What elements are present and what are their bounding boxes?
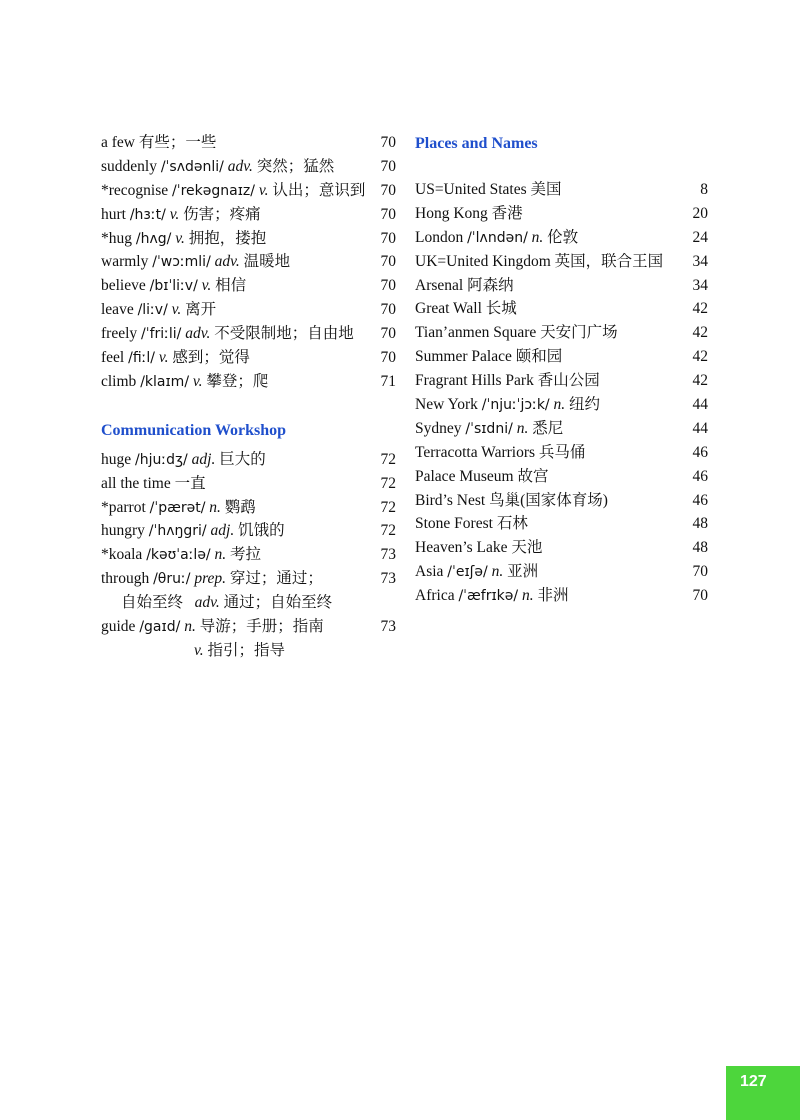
vocab-entry xyxy=(415,536,708,560)
entry-page: 46 xyxy=(692,443,708,461)
entry-meaning: 自始至终 xyxy=(121,594,184,612)
vocab-entry xyxy=(415,297,708,321)
vocab-entry xyxy=(415,489,708,513)
entry-word: US=United States xyxy=(415,181,527,198)
entry-pos: n. xyxy=(531,228,544,246)
entry-pos: adv. xyxy=(185,325,211,343)
entry-ipa: /ˈnjuːˈjɔːk/ xyxy=(481,397,550,414)
entry-word: *parrot xyxy=(101,498,146,516)
entry-word: suddenly xyxy=(101,157,157,175)
entry-ipa: /hjuːdʒ/ xyxy=(135,451,188,468)
entry-pos: adv. xyxy=(194,594,220,612)
entry-meaning: 通过；自始至终 xyxy=(223,594,333,612)
entry-page: 70 xyxy=(380,229,396,247)
entry-meaning: 天池 xyxy=(511,539,543,557)
entry-ipa: /gaɪd/ xyxy=(139,619,181,636)
entry-meaning: 伦敦 xyxy=(547,228,579,246)
vocab-entry xyxy=(101,298,396,322)
entry-word: UK=United Kingdom xyxy=(415,252,551,270)
entry-ipa: /ˈsɪdni/ xyxy=(465,420,513,437)
entry-ipa: /ˈpærət/ xyxy=(149,499,206,516)
entry-meaning: 拥抱，搂抱 xyxy=(188,229,267,247)
entry-pos: n. xyxy=(521,587,534,605)
entry-page: 42 xyxy=(692,348,708,366)
entry-ipa: /hʌg/ xyxy=(135,230,172,247)
entry-pos: adv. xyxy=(214,253,240,271)
entry-page: 8 xyxy=(700,181,708,198)
entry-meaning: 香山公园 xyxy=(537,372,600,390)
entry-pos: v. xyxy=(158,349,169,367)
entry-meaning: 突然；猛然 xyxy=(256,157,335,175)
vocab-entry xyxy=(415,274,708,298)
entry-page: 70 xyxy=(380,134,396,151)
vocab-entry xyxy=(101,472,396,496)
entry-meaning: 考拉 xyxy=(230,546,262,564)
entry-meaning: 相信 xyxy=(215,277,247,295)
vocab-entry xyxy=(415,226,708,250)
entry-page: 44 xyxy=(692,396,708,414)
entry-meaning: 感到；觉得 xyxy=(172,349,250,367)
vocab-entry xyxy=(415,465,708,489)
entry-pos: v. xyxy=(175,229,185,247)
entry-word: hungry xyxy=(101,522,145,540)
entry-page: 48 xyxy=(692,515,708,533)
vocab-entry xyxy=(415,512,708,536)
entry-page: 72 xyxy=(380,474,396,492)
entry-ipa: /ˈlʌndən/ xyxy=(467,229,528,246)
entry-page: 70 xyxy=(380,349,396,367)
entry-meaning: 穿过；通过； xyxy=(229,570,323,588)
entry-pos: adj. xyxy=(210,522,235,540)
entry-pos: adv. xyxy=(227,157,253,175)
vocab-entry xyxy=(415,250,708,274)
entry-page: 70 xyxy=(692,563,708,581)
entry-meaning: 导游；手册；指南 xyxy=(199,618,324,636)
entry-meaning: 英国，联合王国 xyxy=(554,252,664,270)
vocab-entry xyxy=(101,155,396,179)
entry-page: 20 xyxy=(692,204,708,222)
entry-word: *recognise xyxy=(101,181,169,199)
entry-word: *hug xyxy=(101,229,132,247)
entry-word: warmly xyxy=(101,253,149,271)
entry-word: Asia xyxy=(415,563,444,581)
entry-word: guide xyxy=(101,618,136,636)
vocab-entry xyxy=(101,322,396,346)
entry-ipa: /liːv/ xyxy=(137,302,168,319)
entry-meaning: 纽约 xyxy=(569,396,601,414)
entry-word: leave xyxy=(101,301,134,319)
entry-meaning: 离开 xyxy=(185,301,217,319)
entry-meaning: 伤害；疼痛 xyxy=(183,205,261,223)
vocab-entry xyxy=(101,131,396,155)
entry-word: Great Wall xyxy=(415,300,482,318)
entry-meaning: 兵马俑 xyxy=(538,443,586,461)
section-heading-communication-workshop: Communication Workshop xyxy=(101,421,287,439)
entry-word: Arsenal xyxy=(415,276,464,294)
entry-pos: prep. xyxy=(194,570,227,588)
entry-meaning: 故宫 xyxy=(517,467,549,485)
entry-page: 70 xyxy=(380,325,396,343)
entry-meaning: 颐和园 xyxy=(515,348,563,366)
vocab-entry xyxy=(101,567,396,591)
entry-word: Bird’s Nest xyxy=(415,491,486,509)
entry-page: 44 xyxy=(692,419,708,437)
entry-meaning: 阿森纳 xyxy=(467,276,514,294)
entry-meaning: 巨大的 xyxy=(219,450,266,468)
entry-word: London xyxy=(415,228,464,246)
entry-meaning: 一直 xyxy=(174,474,206,492)
vocab-entry xyxy=(415,560,708,584)
entry-page: 72 xyxy=(380,498,396,516)
entry-page: 70 xyxy=(380,277,396,295)
entry-page: 70 xyxy=(380,157,396,175)
entry-meaning: 石林 xyxy=(496,515,528,533)
vocab-entry xyxy=(101,179,396,203)
right-column xyxy=(415,131,708,608)
vocab-entry xyxy=(415,321,708,345)
vocab-entry xyxy=(415,417,708,441)
entry-pos: n. xyxy=(184,618,196,636)
vocab-entry xyxy=(101,496,396,520)
entry-pos: v. xyxy=(169,205,180,223)
entry-page: 73 xyxy=(380,546,396,564)
entry-meaning: 亚洲 xyxy=(507,563,539,581)
entry-meaning: 攀登；爬 xyxy=(206,372,269,390)
entry-ipa: /fiːl/ xyxy=(128,350,155,367)
vocab-entry xyxy=(101,448,396,472)
entry-meaning: 非洲 xyxy=(537,587,569,605)
entry-page: 48 xyxy=(692,539,708,557)
entry-ipa: /ˈwɔːmli/ xyxy=(152,254,211,271)
section-heading-places-and-names: Places and Names xyxy=(415,135,538,152)
entry-meaning: 有些；一些 xyxy=(138,134,217,151)
entry-word: huge xyxy=(101,450,132,468)
entry-pos: v. xyxy=(194,641,204,659)
entry-word: a few xyxy=(101,134,135,151)
entry-word: Heaven’s Lake xyxy=(415,539,508,557)
entry-pos: v. xyxy=(201,277,212,295)
entry-meaning: 温暖地 xyxy=(243,253,291,271)
entry-ipa: /bɪˈliːv/ xyxy=(149,278,198,295)
entry-continuation xyxy=(101,591,396,615)
entry-page: 46 xyxy=(692,467,708,485)
entry-pos: v. xyxy=(171,301,182,319)
entry-meaning: 悉尼 xyxy=(532,419,564,437)
entry-word: Tian’anmen Square xyxy=(415,324,537,342)
vocab-entry xyxy=(101,274,396,298)
entry-word: Sydney xyxy=(415,419,462,437)
entry-page: 42 xyxy=(692,372,708,390)
entry-meaning: 不受限制地；自由地 xyxy=(214,325,354,343)
entry-word: Stone Forest xyxy=(415,515,493,533)
entry-word: Africa xyxy=(415,587,455,605)
entry-word: Summer Palace xyxy=(415,348,512,366)
entry-page: 34 xyxy=(692,252,708,270)
entry-meaning: 天安门广场 xyxy=(540,324,618,342)
vocab-entry xyxy=(415,584,708,608)
entry-pos: n. xyxy=(553,396,566,414)
entry-ipa: /ˈsʌdənli/ xyxy=(160,158,224,175)
entry-word: believe xyxy=(101,277,146,295)
entry-page: 46 xyxy=(692,491,708,509)
entry-meaning: 长城 xyxy=(485,300,517,318)
entry-meaning: 香港 xyxy=(491,204,523,222)
entry-word: through xyxy=(101,570,150,588)
entry-page: 24 xyxy=(692,228,708,246)
entry-page: 42 xyxy=(692,324,708,342)
entry-page: 70 xyxy=(380,253,396,271)
entry-ipa: /θruː/ xyxy=(153,571,191,588)
vocab-entry xyxy=(101,543,396,567)
vocab-entry xyxy=(415,202,708,226)
entry-page: 72 xyxy=(380,450,396,468)
entry-pos: n. xyxy=(491,563,504,581)
entry-page: 70 xyxy=(692,587,708,605)
entry-word: Palace Museum xyxy=(415,467,514,485)
entry-meaning: 指引；指导 xyxy=(207,641,285,659)
entry-pos: adj. xyxy=(191,450,216,468)
vocab-entry xyxy=(415,441,708,465)
entry-page: 73 xyxy=(380,618,396,636)
entry-pos: n. xyxy=(214,546,227,564)
entry-ipa: /hɜːt/ xyxy=(129,206,166,223)
vocab-entry xyxy=(101,370,396,394)
entry-word: hurt xyxy=(101,205,126,223)
entry-word: Terracotta Warriors xyxy=(415,443,536,461)
vocab-entry xyxy=(101,519,396,543)
entry-page: 72 xyxy=(380,522,396,540)
vocab-entry xyxy=(101,203,396,227)
vocab-entry xyxy=(101,250,396,274)
entry-page: 34 xyxy=(692,276,708,294)
entry-page: 70 xyxy=(380,205,396,223)
entry-meaning: 美国 xyxy=(530,181,562,198)
entry-ipa: /ˈhʌŋgri/ xyxy=(148,523,207,540)
entry-pos: v. xyxy=(258,181,269,199)
vocab-entry xyxy=(415,393,708,417)
vocab-entry xyxy=(415,369,708,393)
entry-word: all the time xyxy=(101,474,171,492)
places-list xyxy=(415,178,708,608)
entry-pos: n. xyxy=(209,498,221,516)
entry-word: feel xyxy=(101,349,125,367)
entry-page: 42 xyxy=(692,300,708,318)
entry-word: *koala xyxy=(101,546,143,564)
entry-ipa: /ˈeɪʃə/ xyxy=(447,564,488,581)
entry-meaning: 鸟巢(国家体育场) xyxy=(489,491,608,509)
page-number: 127 xyxy=(726,1066,800,1120)
entry-ipa: /ˈrekəgnaɪz/ xyxy=(172,182,255,199)
entry-page: 70 xyxy=(380,181,396,199)
vocab-list-b xyxy=(101,448,396,567)
entry-word: freely xyxy=(101,325,138,343)
vocab-entry xyxy=(101,615,396,639)
vocab-entry xyxy=(415,178,708,202)
vocab-entry xyxy=(101,346,396,370)
entry-word: Fragrant Hills Park xyxy=(415,372,534,390)
entry-page: 73 xyxy=(380,570,396,588)
entry-continuation xyxy=(101,639,396,663)
entry-ipa: /klaɪm/ xyxy=(140,373,190,390)
entry-word: Hong Kong xyxy=(415,204,488,222)
entry-ipa: /kəʊˈaːlə/ xyxy=(146,547,211,564)
entry-meaning: 认出；意识到 xyxy=(272,181,366,199)
entry-ipa: /ˈfriːli/ xyxy=(141,326,182,343)
entry-pos: v. xyxy=(192,372,203,390)
left-column xyxy=(101,131,396,663)
vocab-list-a xyxy=(101,131,396,394)
entry-page: 70 xyxy=(380,301,396,319)
vocab-entry xyxy=(101,227,396,251)
entry-meaning: 饥饿的 xyxy=(238,522,285,540)
vocab-entry xyxy=(415,345,708,369)
entry-word: New York xyxy=(415,396,478,414)
entry-word: climb xyxy=(101,372,137,390)
entry-page: 71 xyxy=(380,372,396,390)
entry-pos: n. xyxy=(516,419,529,437)
entry-meaning: 鹦鹉 xyxy=(224,498,256,516)
entry-ipa: /ˈæfrɪkə/ xyxy=(458,588,519,605)
